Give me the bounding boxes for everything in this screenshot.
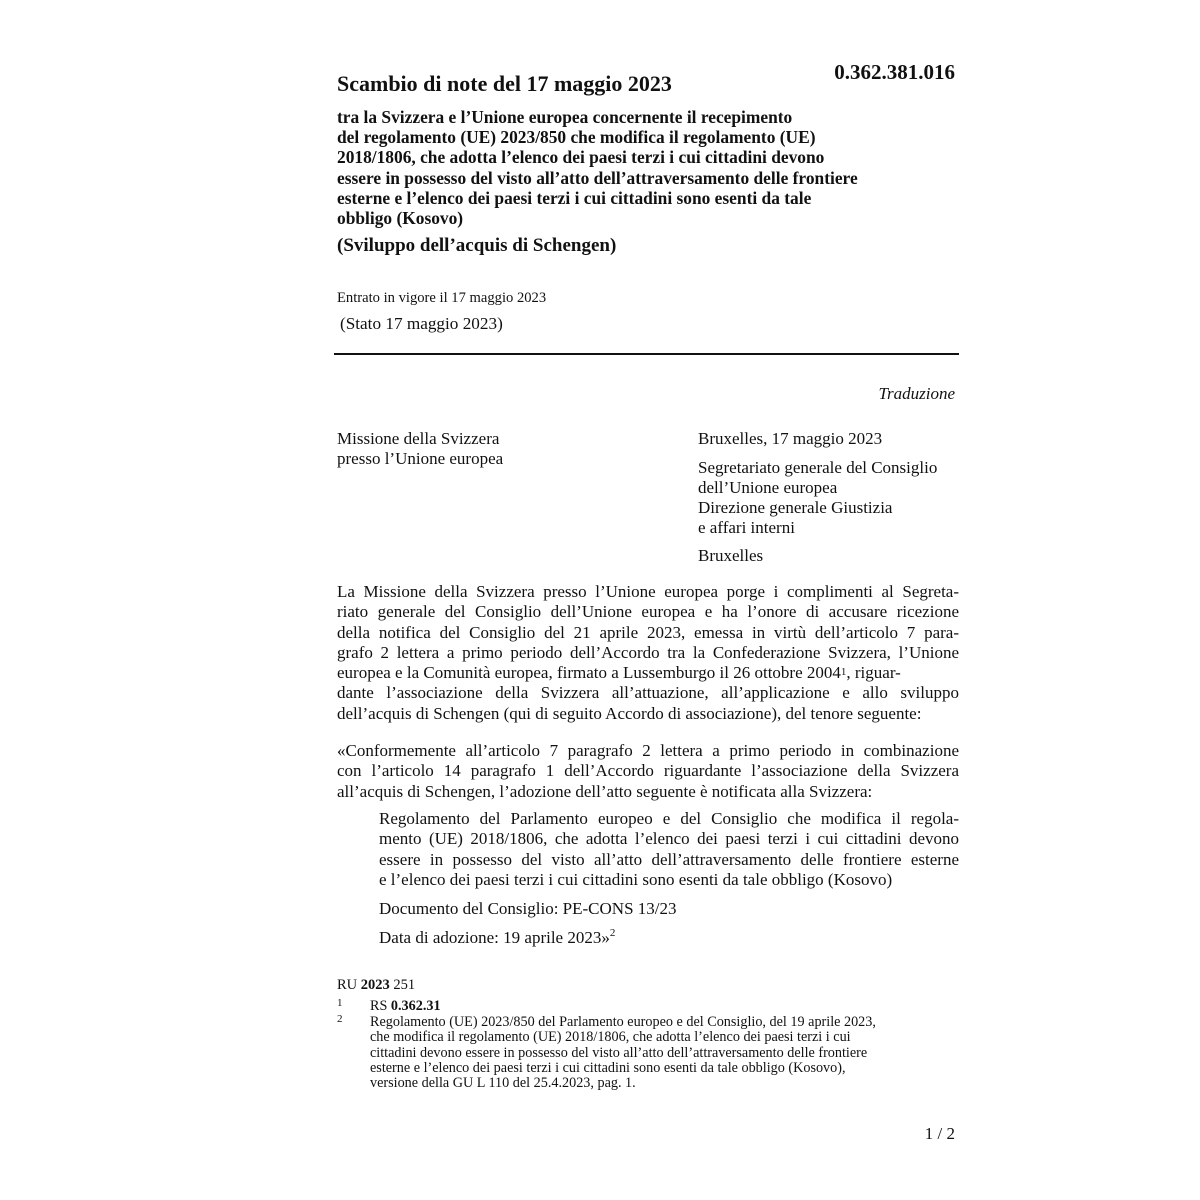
quote-line: essere in possesso del visto all’atto dell’attraversamento delle frontiere esterne <box>379 849 959 869</box>
footnote-number: 1 <box>337 997 343 1009</box>
footnote-line: cittadini devono essere in possesso del visto all’atto dell’attraversamento delle frontiere <box>370 1044 868 1061</box>
paragraph-text: europea e la Comunità europea, firmato a Lussemburgo il 26 ottobre 2004 <box>337 663 841 683</box>
place-date: Bruxelles, 17 maggio 2023 <box>698 429 883 448</box>
quote-line: e l’elenco dei paesi terzi i cui cittadini sono esenti da tale obbligo (Kosovo) <box>379 869 893 889</box>
body-paragraph-1 <box>337 582 959 724</box>
subtitle-line: esterne e l’elenco dei paesi terzi i cui cittadini sono esenti da tale <box>337 187 812 208</box>
footnote-number: 2 <box>337 1013 343 1025</box>
footnote-ref[interactable]: 2 <box>609 927 616 939</box>
paragraph-line: dante l’associazione della Svizzera all’attuazione, all’applicazione e allo sviluppo <box>337 683 959 703</box>
subtitle-line: tra la Svizzera e l’Unione europea concernente il recepimento <box>337 107 793 127</box>
recipient-line: Segretariato generale del Consiglio <box>698 458 938 477</box>
paragraph-line: grafo 2 lettera a primo periodo dell’Accordo tra la Confederazione Svizzera, l’Unione <box>337 642 959 662</box>
paragraph-line: con l’articolo 14 paragrafo 1 dell’Accordo riguardante l’associazione della Svizzera <box>337 761 959 781</box>
footnote-text <box>370 999 441 1014</box>
recipient-line: e affari interni <box>698 518 795 537</box>
schengen-note: (Sviluppo dell’acquis di Schengen) <box>337 235 617 256</box>
footnote-line: versione della GU L 110 del 25.4.2023, pag. 1. <box>370 1075 636 1092</box>
paragraph-line: dell’acquis di Schengen (qui di seguito Accordo di associazione), del tenore seguente: <box>337 703 922 723</box>
paragraph-text: , riguar- <box>846 663 901 683</box>
ru-reference <box>337 977 415 994</box>
recipient-line: dell’Unione europea <box>698 478 838 497</box>
ru-prefix: RU <box>337 977 361 993</box>
footnote-line: esterne e l’elenco dei paesi terzi i cui cittadini sono esenti da tale obbligo (Kosovo), <box>370 1059 846 1076</box>
ru-page: 251 <box>389 977 416 993</box>
quote-line: Regolamento del Parlamento europeo e del Consiglio che modifica il regola- <box>379 809 959 828</box>
footnote-line: che modifica il regolamento (UE) 2018/1806, che adotta l’elenco dei paesi terzi i cui <box>370 1029 851 1046</box>
paragraph-line: La Missione della Svizzera presso l’Unione europea porge i complimenti al Segreta- <box>337 582 959 601</box>
body-paragraph-2 <box>337 741 959 802</box>
sr-number: 0.362.381.016 <box>834 60 955 84</box>
document-subtitle <box>337 107 955 228</box>
sender-line: Missione della Svizzera <box>337 429 500 448</box>
quote-line: mento (UE) 2018/1806, che adotta l’elenco dei paesi terzi i cui cittadini devono <box>379 829 959 849</box>
council-document: Documento del Consiglio: PE-CONS 13/23 <box>379 899 677 918</box>
recipient-city: Bruxelles <box>698 546 764 565</box>
paragraph-line: riato generale del Consiglio dell’Unione europea e ha l’onore di accusare ricezione <box>337 602 959 622</box>
subtitle-line: del regolamento (UE) 2023/850 che modifica il regolamento (UE) <box>337 127 816 148</box>
ru-year: 2023 <box>360 977 390 993</box>
quoted-act <box>379 809 959 890</box>
footnote-sr-link[interactable]: 0.362.31 <box>390 998 441 1014</box>
subtitle-line: obbligo (Kosovo) <box>337 208 464 229</box>
document-title: Scambio di note del 17 maggio 2023 <box>337 71 672 96</box>
page-number: 1 / 2 <box>924 1124 955 1143</box>
footnote-line: Regolamento (UE) 2023/850 del Parlamento europeo e del Consiglio, del 19 aprile 2023, <box>370 1014 876 1030</box>
status-date: (Stato 17 maggio 2023) <box>340 314 503 333</box>
paragraph-line: all’acquis di Schengen, l’adozione dell’atto seguente è notificata alla Svizzera: <box>337 781 873 801</box>
subtitle-line: essere in possesso del visto all’atto dell’attraversamento delle frontiere <box>337 167 858 188</box>
document-page <box>337 0 959 1200</box>
sender-line: presso l’Unione europea <box>337 449 504 468</box>
paragraph-line: della notifica del Consiglio del 21 aprile 2023, emessa in virtù dell’articolo 7 para- <box>337 622 959 642</box>
in-force-date: Entrato in vigore il 17 maggio 2023 <box>337 290 547 306</box>
header-divider <box>334 353 959 355</box>
adoption-date <box>379 928 615 948</box>
footnote-ref[interactable]: 1 <box>840 666 847 679</box>
subtitle-line: 2018/1806, che adotta l’elenco dei paesi terzi i cui cittadini devono <box>337 147 825 168</box>
paragraph-line <box>337 663 959 683</box>
paragraph-line: «Conformemente all’articolo 7 paragrafo 2 lettera a primo periodo in combinazione <box>337 741 959 760</box>
recipient-address <box>698 458 937 538</box>
translation-label: Traduzione <box>878 384 955 403</box>
footnote-prefix: RS <box>370 998 391 1014</box>
footnote-text <box>370 1015 876 1091</box>
sender-address <box>337 429 503 469</box>
recipient-line: Direzione generale Giustizia <box>698 498 893 517</box>
adoption-text: Data di adozione: 19 aprile 2023» <box>379 928 610 947</box>
